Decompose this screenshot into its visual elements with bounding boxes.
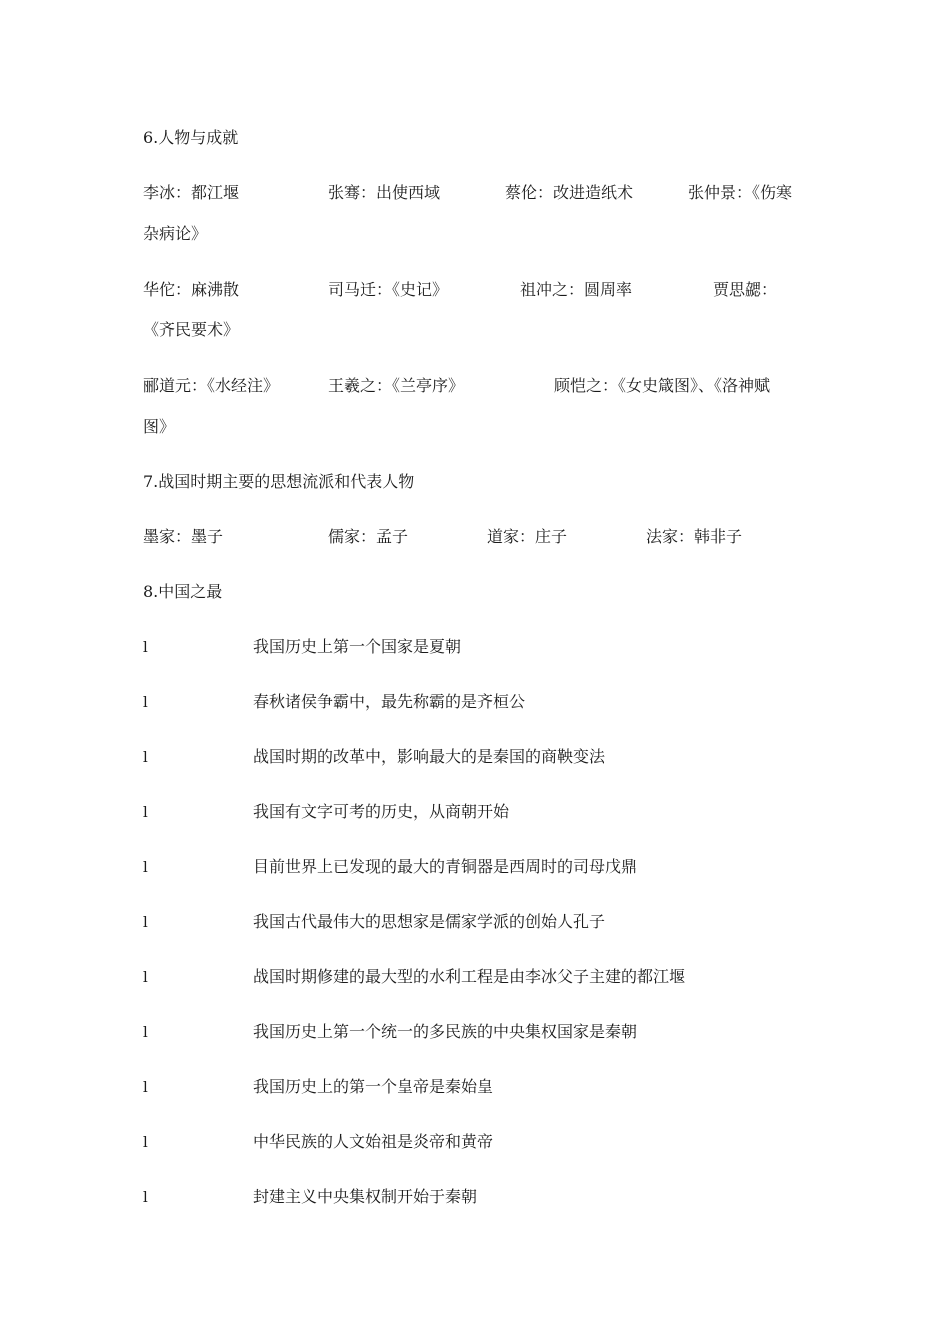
list-bullet: l	[143, 803, 148, 821]
person-li-daoyuan: 郦道元：《水经注》	[143, 376, 280, 395]
list-bullet: l	[143, 1078, 148, 1096]
list-item: 我国古代最伟大的思想家是儒家学派的创始人孔子	[253, 912, 606, 931]
list-bullet: l	[143, 968, 148, 986]
person-zhang-zhongjing-continued: 杂病论》	[143, 224, 208, 243]
section-8-heading: 8.中国之最	[143, 582, 223, 601]
list-item: 战国时期的改革中，影响最大的是秦国的商鞅变法	[253, 747, 606, 766]
list-bullet: l	[143, 748, 148, 766]
person-jia-sixie-continued: 《齐民要术》	[143, 320, 240, 339]
person-gu-kaizhi: 顾恺之：《女史箴图》、《洛神赋	[554, 376, 771, 395]
person-li-bing: 李冰：都江堰	[143, 183, 240, 202]
person-gu-kaizhi-continued: 图》	[143, 417, 176, 436]
list-bullet: l	[143, 913, 148, 931]
list-item: 封建主义中央集权制开始于秦朝	[253, 1187, 478, 1206]
section-7-heading: 7.战国时期主要的思想流派和代表人物	[143, 472, 415, 491]
list-bullet: l	[143, 1133, 148, 1151]
person-zu-chongzhi: 祖冲之：圆周率	[520, 280, 633, 299]
list-bullet: l	[143, 1188, 148, 1206]
list-item: 我国历史上第一个统一的多民族的中央集权国家是秦朝	[253, 1022, 638, 1041]
person-zhang-zhongjing: 张仲景：《伤寒	[688, 183, 793, 202]
school-mohism: 墨家：墨子	[143, 527, 224, 546]
person-cai-lun: 蔡伦：改进造纸术	[505, 183, 634, 202]
list-item: 战国时期修建的最大型的水利工程是由李冰父子主建的都江堰	[253, 967, 686, 986]
list-bullet: l	[143, 693, 148, 711]
school-confucianism: 儒家：孟子	[328, 527, 409, 546]
list-item: 春秋诸侯争霸中，最先称霸的是齐桓公	[253, 692, 526, 711]
list-item: 我国历史上的第一个皇帝是秦始皇	[253, 1077, 494, 1096]
list-item: 我国历史上第一个国家是夏朝	[253, 637, 462, 656]
list-item: 目前世界上已发现的最大的青铜器是西周时的司母戊鼎	[253, 857, 638, 876]
list-item: 中华民族的人文始祖是炎帝和黄帝	[253, 1132, 494, 1151]
school-taoism: 道家：庄子	[487, 527, 568, 546]
list-bullet: l	[143, 858, 148, 876]
person-zhang-qian: 张骞：出使西域	[328, 183, 441, 202]
person-jia-sixie: 贾思勰：	[713, 280, 778, 299]
list-bullet: l	[143, 638, 148, 656]
list-bullet: l	[143, 1023, 148, 1041]
person-sima-qian: 司马迁：《史记》	[328, 280, 449, 299]
section-6-heading: 6.人物与成就	[143, 128, 239, 147]
person-wang-xizhi: 王羲之：《兰亭序》	[328, 376, 465, 395]
list-item: 我国有文字可考的历史，从商朝开始	[253, 802, 510, 821]
school-legalism: 法家：韩非子	[646, 527, 743, 546]
person-hua-tuo: 华佗：麻沸散	[143, 280, 240, 299]
